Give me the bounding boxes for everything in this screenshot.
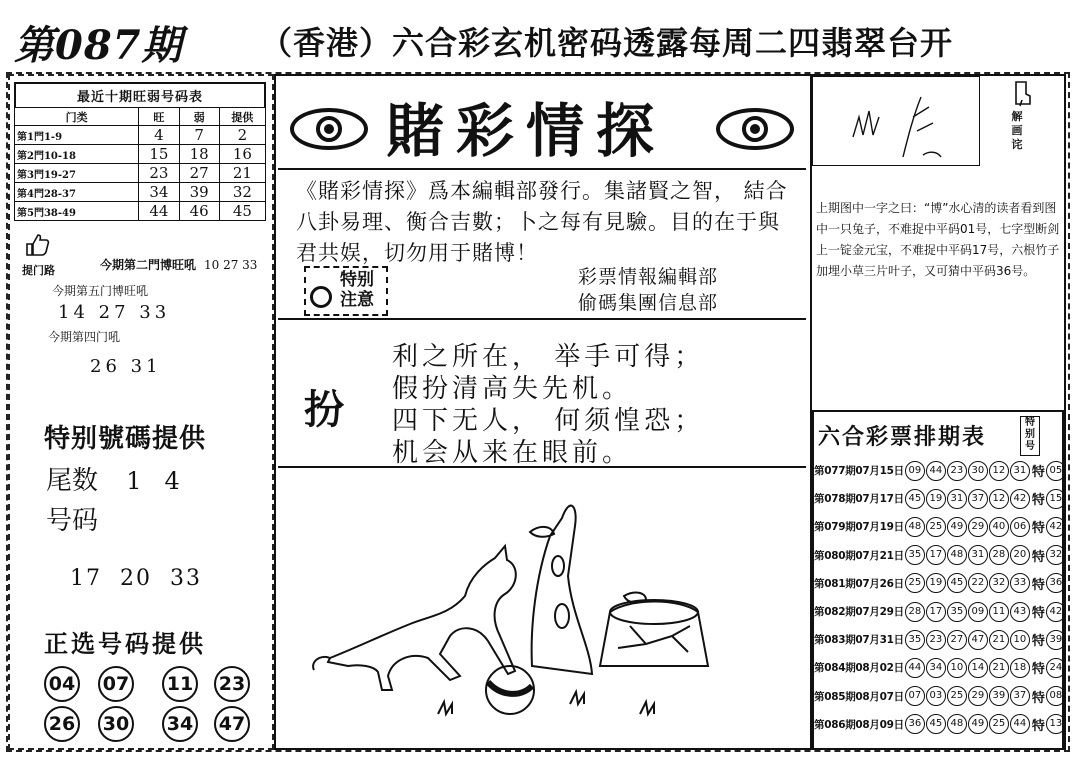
schedule-ball: 48 [905,517,925,537]
special-marker: 特 [1031,718,1045,734]
poem-line: 假扮清高失先机。 [392,374,633,404]
schedule-row [814,684,1066,709]
special-title: 特别號碼提供 [44,424,207,454]
schedule-ball: 43 [1010,602,1030,622]
tip-line1-value: 10 27 33 [204,258,258,272]
code-label: 号码 [46,506,99,536]
schedule-period: 第086期08月09日 [814,718,904,731]
schedule-period: 第082期07月29日 [814,606,904,618]
tigong-cell: 2 [219,126,265,145]
selection-number: 04 [44,666,80,702]
special-marker: 特 [1031,521,1045,537]
schedule-ball: 31 [968,545,988,565]
wang-cell: 44 [139,202,179,221]
door-cell: 第5門38-49 [15,202,139,221]
schedule-ball: 09 [968,602,988,622]
notice-line2: 注意 [340,290,374,310]
wang-cell: 34 [139,183,179,202]
tail-label: 尾数 [46,466,99,496]
schedule-row [814,543,1066,568]
schedule-ball: 21 [989,630,1009,650]
bomb-icon [310,286,332,308]
schedule-period: 第084期08月02日 [814,662,904,675]
selection-number: 34 [162,706,198,742]
schedule-ball: 12 [989,489,1009,509]
schedule-row [814,627,1066,652]
schedule-ball: 37 [1010,686,1030,706]
hint-picture-box [812,76,980,166]
schedule-ball: 25 [926,517,946,537]
tips-label: 提门路 [22,264,55,277]
schedule-ball: 42 [1010,489,1030,509]
schedule-ball: 30 [968,461,988,481]
schedule-ball: 19 [926,489,946,509]
poem-line: 机会从来在眼前。 [392,438,633,468]
special-marker: 特 [1031,690,1045,706]
clue-text: 上期图中一字之曰：“博”水心清的读者看到图中一只兔子，不难捉中平码01号，七字型断剑上一锭金元宝，不难捉中平码17号，六根竹子加埋小草三片叶子，又可猜中平码36号。 [816,201,1060,278]
schedule-ball: 12 [989,461,1009,481]
tail-row [46,460,180,497]
ruo-cell: 7 [179,126,219,145]
table-row [15,164,266,183]
tip-line2-label: 今期第五门博旺吼 [52,284,149,298]
schedule-ball: 23 [947,461,967,481]
poem-line: 四下无人， 何须惶恐； [392,406,705,436]
page-header [14,4,1070,69]
schedule-ball: 14 [968,658,988,678]
selection-number: 07 [98,666,134,702]
schedule-row [814,458,1066,483]
schedule-special-ball: 36 [1046,573,1066,593]
special-numbers: 17 20 33 [70,566,202,591]
poem-line: 利之所在， 举手可得； [392,342,705,372]
selection-number: 47 [214,706,250,742]
door-cell: 第2門10-18 [15,145,139,164]
special-marker: 特 [1031,465,1045,480]
table-row [15,145,266,164]
schedule-special-ball: 39 [1046,630,1066,650]
selection-number: 26 [44,706,80,742]
tip-line3-value: 26 31 [90,356,162,377]
schedule-ball: 45 [926,714,946,734]
schedule-row [814,514,1066,539]
schedule-ball: 17 [926,545,946,565]
issue-number: 第087期 [14,22,183,69]
schedule-ball: 28 [905,602,925,622]
wang-cell: 23 [139,164,179,183]
thumbs-up-icon [24,232,50,258]
schedule-ball: 35 [905,545,925,565]
col-header: 提供 [219,108,265,126]
door-cell: 第3門19-27 [15,164,139,183]
schedule-ball: 45 [947,573,967,593]
tip-line3-label: 今期第四门吼 [48,330,121,344]
schedule-row [814,655,1066,680]
schedule-period: 第083期07月31日 [814,634,904,647]
schedule-special-ball: 42 [1046,517,1066,537]
schedule-ball: 09 [905,461,925,481]
schedule-ball: 03 [926,686,946,706]
tail-values: 1 4 [126,467,180,495]
selection-number: 23 [214,666,250,702]
schedule-special-ball: 32 [1046,545,1066,565]
department-2: 偷碼集團信息部 [578,292,719,314]
schedule-period: 第079期07月19日 [814,521,904,534]
schedule-ball: 49 [947,517,967,537]
schedule-ball: 39 [989,686,1009,706]
schedule-ball: 35 [905,630,925,650]
ruo-cell: 46 [179,202,219,221]
schedule-row [814,712,1066,737]
schedule-ball: 18 [1010,658,1030,678]
history-table [14,82,266,221]
schedule-period: 第081期07月26日 [814,577,904,590]
tigong-cell: 45 [219,202,265,221]
schedule-special-ball: 24 [1046,658,1066,678]
selection-number: 30 [98,706,134,742]
table-row [15,126,266,145]
schedule-ball: 06 [1010,517,1030,537]
tip-line2-value: 14 27 33 [58,302,171,323]
schedule-ball: 31 [947,489,967,509]
schedule-ball: 11 [989,602,1009,622]
logo-title: 賭彩情探 [386,97,667,165]
special-marker: 特 [1031,662,1045,678]
schedule-special-ball: 05 [1046,461,1066,481]
schedule-period: 第085期08月07日 [814,690,904,703]
tip-line1-label: 今期第二門博旺吼 [100,258,197,272]
wang-cell: 4 [139,126,179,145]
special-marker: 特 [1031,634,1045,650]
schedule-row [814,599,1066,624]
schedule-special-ball: 42 [1046,602,1066,622]
table-row [15,202,266,221]
pointing-hand-icon [1012,80,1032,108]
special-marker: 特 [1031,577,1045,593]
history-table-caption: 最近十期旺弱号码表 [14,82,266,107]
schedule-special-ball: 15 [1046,489,1066,509]
schedule-ball: 20 [1010,545,1030,565]
schedule-ball: 33 [1010,573,1030,593]
col-header: 门类 [15,108,139,126]
door-cell: 第4門28-37 [15,183,139,202]
schedule-ball: 32 [989,573,1009,593]
col-header: 弱 [179,108,219,126]
schedule-ball: 25 [989,714,1009,734]
schedule-ball: 40 [989,517,1009,537]
schedule-ball: 25 [947,686,967,706]
schedule-ball: 17 [926,602,946,622]
schedule-ball: 29 [968,686,988,706]
tigong-cell: 32 [219,183,265,202]
schedule-special-ball: 08 [1046,686,1066,706]
eye-icon [290,108,368,150]
special-marker: 特 [1031,493,1045,509]
ruo-cell: 39 [179,183,219,202]
schedule-ball: 48 [947,714,967,734]
schedule-ball: 37 [968,489,988,509]
notice-line1: 特别 [340,270,374,290]
schedule-ball: 35 [947,602,967,622]
schedule-ball: 23 [926,630,946,650]
door-cell: 第1門1-9 [15,126,139,145]
special-marker: 特 [1031,549,1045,565]
tigong-cell: 16 [219,145,265,164]
schedule-period: 第078期07月17日 [814,493,904,506]
schedule-ball: 07 [905,686,925,706]
schedule-ball: 27 [947,630,967,650]
schedule-ball: 45 [905,489,925,509]
hint-label: 解画诧 [1011,110,1023,151]
selection-number: 11 [162,666,198,702]
schedule-ball: 22 [968,573,988,593]
schedule-ball: 31 [1010,461,1030,481]
selection-title: 正选号码提供 [44,630,206,658]
schedule-row [814,571,1066,596]
notice-box [304,266,388,316]
schedule-ball: 34 [926,658,946,678]
schedule-ball: 44 [1010,714,1030,734]
eye-icon [716,108,794,150]
ruo-cell: 18 [179,145,219,164]
schedule-ball: 48 [947,545,967,565]
intro-text: 《賭彩情探》爲本編輯部發行。集諸賢之智， 結合八卦易理、衡合吉數；卜之每有見驗。目的在于與君共娱，切勿用于賭博！ [296,179,788,265]
schedule-ball: 36 [905,714,925,734]
schedule-title: 六合彩票排期表 [818,425,987,450]
schedule-special-ball: 13 [1046,714,1066,734]
schedule-ball: 21 [989,658,1009,678]
page-title: （香港）六合彩玄机密码透露每周二四翡翠台开 [260,24,954,62]
ruo-cell: 27 [179,164,219,183]
table-row [15,183,266,202]
schedule-period: 第077期07月15日 [814,465,904,477]
tigong-cell: 21 [219,164,265,183]
schedule-ball: 49 [968,714,988,734]
schedule-ball: 44 [905,658,925,678]
poem-character: 扮 [304,386,344,433]
schedule-special-label: 特别号 [1020,416,1040,456]
col-header: 旺 [139,108,179,126]
schedule-ball: 10 [947,658,967,678]
wang-cell: 15 [139,145,179,164]
schedule-ball: 19 [926,573,946,593]
schedule-ball: 44 [926,461,946,481]
special-marker: 特 [1031,606,1045,621]
department-1: 彩票情報編輯部 [578,266,719,288]
schedule-period: 第080期07月21日 [814,549,904,562]
schedule-row [814,486,1066,511]
schedule-ball: 47 [968,630,988,650]
schedule-ball: 29 [968,517,988,537]
schedule-ball: 25 [905,573,925,593]
schedule-ball: 28 [989,545,1009,565]
schedule-ball: 10 [1010,630,1030,650]
puzzle-illustration [300,476,790,736]
